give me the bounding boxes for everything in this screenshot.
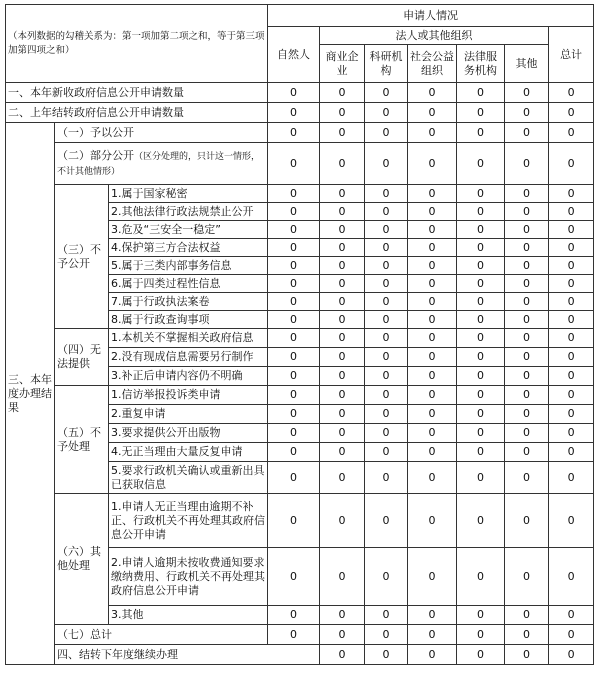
value-cell: 0 [549,462,594,494]
value-cell: 0 [408,405,457,424]
value-cell: 0 [268,548,320,606]
row-label: （七）总计 [55,625,268,645]
value-cell: 0 [457,606,505,625]
value-cell: 0 [365,606,408,625]
group-label-not-disclosed: （三）不予公开 [55,185,109,329]
value-cell: 0 [268,221,320,239]
value-cell: 0 [320,606,365,625]
value-cell: 0 [549,367,594,386]
value-cell: 0 [320,424,365,443]
value-cell: 0 [457,386,505,405]
value-cell: 0 [457,329,505,348]
value-cell: 0 [408,424,457,443]
value-cell: 0 [505,203,549,221]
value-cell: 0 [457,424,505,443]
value-cell: 0 [365,443,408,462]
row-label: 3.要求提供公开出版物 [109,424,268,443]
value-cell: 0 [408,293,457,311]
value-cell: 0 [268,239,320,257]
value-cell: 0 [408,143,457,185]
value-cell: 0 [408,103,457,123]
value-cell: 0 [549,275,594,293]
value-cell: 0 [365,311,408,329]
value-cell: 0 [549,386,594,405]
value-cell: 0 [365,203,408,221]
row-label: 1.属于国家秘密 [109,185,268,203]
value-cell: 0 [320,311,365,329]
value-cell: 0 [505,606,549,625]
value-cell: 0 [365,348,408,367]
partial-label: （二）部分公开 [57,148,134,162]
value-cell: 0 [320,123,365,143]
value-cell: 0 [408,257,457,275]
value-cell: 0 [549,606,594,625]
value-cell: 0 [268,185,320,203]
value-cell: 0 [457,367,505,386]
row-label [55,143,268,185]
value-cell: 0 [365,645,408,665]
value-cell: 0 [505,185,549,203]
row-label: 二、上年结转政府信息公开申请数量 [6,103,268,123]
value-cell: 0 [549,203,594,221]
row-carried-over [6,103,594,123]
value-cell: 0 [457,123,505,143]
value-cell: 0 [408,123,457,143]
value-cell: 0 [457,103,505,123]
value-cell: 0 [365,143,408,185]
value-cell: 0 [549,494,594,548]
value-cell: 0 [320,221,365,239]
value-cell: 0 [268,405,320,424]
value-cell: 0 [505,123,549,143]
value-cell: 0 [320,203,365,221]
value-cell: 0 [365,275,408,293]
value-cell: 0 [365,123,408,143]
value-cell: 0 [549,123,594,143]
col-public-welfare: 社会公益组织 [408,45,457,83]
value-cell: 0 [549,348,594,367]
col-natural-person: 自然人 [268,27,320,83]
value-cell: 0 [320,185,365,203]
value-cell: 0 [408,462,457,494]
value-cell: 0 [549,103,594,123]
value-cell: 0 [268,424,320,443]
value-cell: 0 [268,83,320,103]
value-cell: 0 [408,329,457,348]
row-label: 3.危及“三安全一稳定” [109,221,268,239]
value-cell: 0 [365,625,408,645]
row-carry-next-year [6,645,594,665]
value-cell: 0 [549,443,594,462]
row-label: 5.属于三类内部事务信息 [109,257,268,275]
value-cell: 0 [365,329,408,348]
value-cell: 0 [320,348,365,367]
row-label: 8.属于行政查询事项 [109,311,268,329]
value-cell: 0 [320,443,365,462]
row-label: 7.属于行政执法案卷 [109,293,268,311]
value-cell: 0 [408,494,457,548]
value-cell: 0 [505,348,549,367]
value-cell: 0 [268,386,320,405]
value-cell: 0 [505,405,549,424]
value-cell: 0 [457,83,505,103]
value-cell: 0 [268,462,320,494]
value-cell: 0 [268,275,320,293]
value-cell: 0 [365,462,408,494]
value-cell: 0 [505,548,549,606]
value-cell: 0 [320,494,365,548]
row-label: 6.属于四类过程性信息 [109,275,268,293]
value-cell: 0 [505,143,549,185]
row-label: 1.申请人无正当理由逾期不补正、行政机关不再处理其政府信息公开申请 [109,494,268,548]
value-cell: 0 [320,103,365,123]
value-cell: 0 [408,185,457,203]
value-cell: 0 [268,329,320,348]
value-cell: 0 [268,348,320,367]
value-cell: 0 [505,275,549,293]
value-cell: 0 [505,462,549,494]
value-cell: 0 [457,625,505,645]
row-label: 2.重复申请 [109,405,268,424]
value-cell: 0 [457,405,505,424]
header-row-1 [6,5,594,27]
value-cell: 0 [268,203,320,221]
value-cell: 0 [505,367,549,386]
value-cell: 0 [457,143,505,185]
value-cell: 0 [320,548,365,606]
value-cell: 0 [505,645,549,665]
value-cell: 0 [549,548,594,606]
value-cell: 0 [408,348,457,367]
value-cell: 0 [268,123,320,143]
value-cell: 0 [457,443,505,462]
value-cell: 0 [365,103,408,123]
value-cell: 0 [268,311,320,329]
group-label-cannot-provide: （四）无法提供 [55,329,109,386]
value-cell: 0 [457,462,505,494]
col-legal-service: 法律服务机构 [457,45,505,83]
value-cell: 0 [268,103,320,123]
value-cell: 0 [408,606,457,625]
value-cell: 0 [408,83,457,103]
value-cell: 0 [457,275,505,293]
row-disclosed [6,123,594,143]
value-cell: 0 [549,239,594,257]
row-label: 3.其他 [109,606,268,625]
value-cell: 0 [457,257,505,275]
value-cell: 0 [457,311,505,329]
row-label: 2.没有现成信息需要另行制作 [109,348,268,367]
value-cell: 0 [365,367,408,386]
value-cell: 0 [365,185,408,203]
col-total: 总计 [549,27,594,83]
header-note: （本列数据的勾稽关系为：第一项加第二项之和，等于第三项加第四项之和） [6,5,268,83]
value-cell: 0 [549,405,594,424]
value-cell: 0 [268,443,320,462]
value-cell: 0 [505,221,549,239]
value-cell: 0 [268,494,320,548]
value-cell: 0 [365,83,408,103]
value-cell: 0 [457,348,505,367]
value-cell: 0 [408,367,457,386]
row-not-disclosed-1 [6,185,594,203]
value-cell: 0 [549,293,594,311]
row-partial [6,143,594,185]
value-cell: 0 [549,185,594,203]
value-cell: 0 [320,645,365,665]
value-cell: 0 [365,548,408,606]
value-cell: 0 [320,386,365,405]
value-cell: 0 [268,625,320,645]
statistics-table [5,4,594,665]
value-cell: 0 [505,83,549,103]
partial-note: （区分处理的，只计这一情形，不计其他情形） [57,151,261,177]
value-cell: 0 [549,625,594,645]
value-cell: 0 [320,83,365,103]
row-label: 1.本机关不掌握相关政府信息 [109,329,268,348]
row-label: 四、结转下年度继续办理 [55,645,320,665]
value-cell: 0 [549,329,594,348]
row-label: 1.信访举报投诉类申请 [109,386,268,405]
value-cell: 0 [320,293,365,311]
header-legal-persons: 法人或其他组织 [320,27,549,45]
value-cell: 0 [365,424,408,443]
row-new-requests [6,83,594,103]
value-cell: 0 [505,386,549,405]
value-cell: 0 [457,293,505,311]
row-other-processing-1 [6,494,594,548]
value-cell: 0 [549,221,594,239]
value-cell: 0 [268,293,320,311]
value-cell: 0 [505,494,549,548]
value-cell: 0 [268,367,320,386]
row-label: 5.要求行政机关确认或重新出具已获取信息 [109,462,268,494]
section-results-label: 三、本年度办理结果 [6,123,55,665]
value-cell: 0 [320,275,365,293]
value-cell: 0 [408,548,457,606]
value-cell: 0 [549,143,594,185]
value-cell: 0 [457,221,505,239]
value-cell: 0 [408,625,457,645]
value-cell: 0 [320,257,365,275]
value-cell: 0 [505,257,549,275]
value-cell: 0 [505,329,549,348]
row-label: 3.补正后申请内容仍不明确 [109,367,268,386]
value-cell: 0 [365,386,408,405]
value-cell: 0 [549,311,594,329]
value-cell: 0 [549,257,594,275]
col-business: 商业企业 [320,45,365,83]
value-cell: 0 [457,645,505,665]
value-cell: 0 [549,83,594,103]
value-cell: 0 [457,203,505,221]
value-cell: 0 [505,103,549,123]
value-cell: 0 [505,293,549,311]
group-label-not-processed: （五）不予处理 [55,386,109,494]
value-cell: 0 [268,143,320,185]
value-cell: 0 [320,367,365,386]
value-cell: 0 [320,462,365,494]
value-cell: 0 [408,239,457,257]
value-cell: 0 [457,494,505,548]
row-not-processed-1 [6,386,594,405]
value-cell: 0 [365,293,408,311]
value-cell: 0 [365,221,408,239]
row-label: （一）予以公开 [55,123,268,143]
row-label: 2.其他法律行政法规禁止公开 [109,203,268,221]
value-cell: 0 [457,548,505,606]
value-cell: 0 [457,239,505,257]
value-cell: 0 [505,239,549,257]
value-cell: 0 [268,257,320,275]
value-cell: 0 [365,257,408,275]
value-cell: 0 [365,494,408,548]
row-label: 4.无正当理由大量反复申请 [109,443,268,462]
value-cell: 0 [408,386,457,405]
value-cell: 0 [408,443,457,462]
value-cell: 0 [408,221,457,239]
value-cell: 0 [320,239,365,257]
value-cell: 0 [505,443,549,462]
value-cell: 0 [457,185,505,203]
value-cell: 0 [505,424,549,443]
value-cell: 0 [408,311,457,329]
value-cell: 0 [320,143,365,185]
row-label: 2.申请人逾期未按收费通知要求缴纳费用、行政机关不再处理其政府信息公开申请 [109,548,268,606]
value-cell: 0 [320,405,365,424]
col-other: 其他 [505,45,549,83]
value-cell: 0 [408,645,457,665]
value-cell: 0 [505,625,549,645]
value-cell: 0 [320,329,365,348]
value-cell: 0 [365,239,408,257]
header-applicant: 申请人情况 [268,5,594,27]
row-cannot-provide-1 [6,329,594,348]
value-cell: 0 [505,311,549,329]
value-cell: 0 [268,606,320,625]
value-cell: 0 [549,645,594,665]
value-cell: 0 [365,405,408,424]
value-cell: 0 [408,275,457,293]
value-cell: 0 [549,424,594,443]
col-research: 科研机构 [365,45,408,83]
group-label-other-processing: （六）其他处理 [55,494,109,625]
row-subtotal [6,625,594,645]
row-label: 一、本年新收政府信息公开申请数量 [6,83,268,103]
value-cell: 0 [408,203,457,221]
row-label: 4.保护第三方合法权益 [109,239,268,257]
value-cell: 0 [320,625,365,645]
